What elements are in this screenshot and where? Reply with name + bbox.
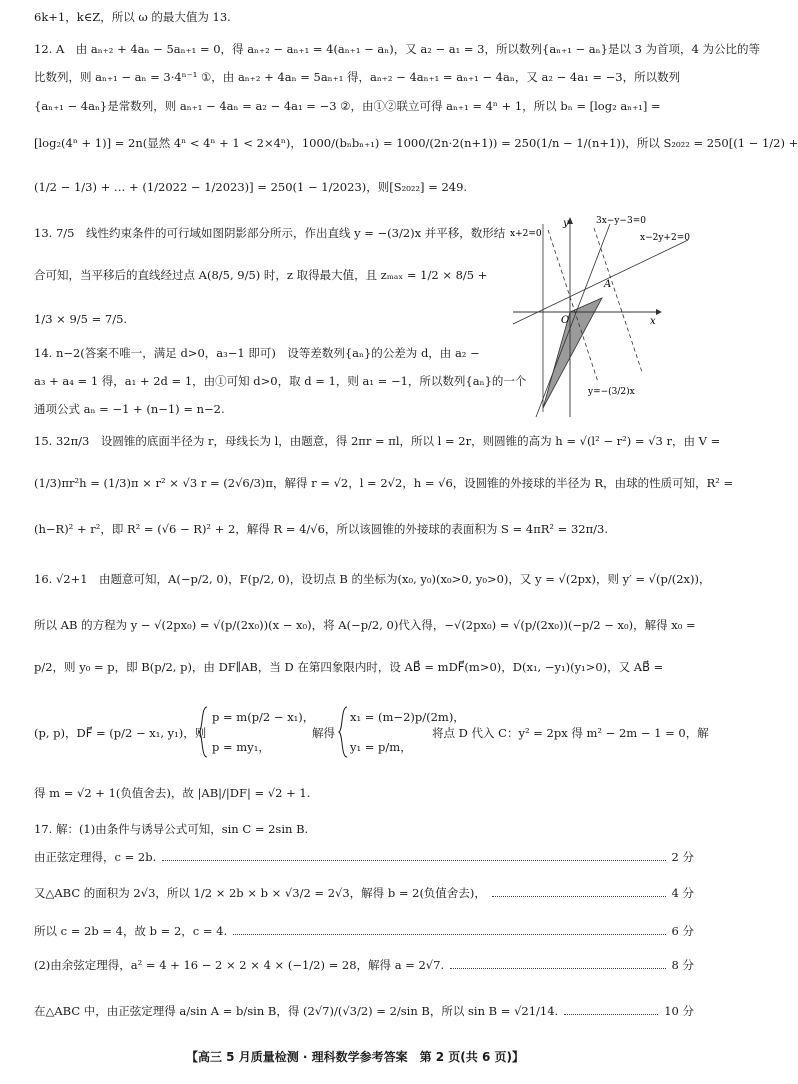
q17-step-5 [34,1004,694,1018]
x-axis-arrow [656,309,662,315]
graph-label-point-a: A [604,279,612,290]
q12-line-2: 比数列，则 aₙ₊₁ − aₙ = 3·4ⁿ⁻¹ ①，由 aₙ₊₂ + 4aₙ = 5aₙ₊₁ 得，aₙ₊₂ − 4aₙ₊₁ = aₙ₊₁ − 4aₙ，又 a₂ − 4a₁ = −3，所以数列 [34,70,681,84]
system-brace-left [198,706,208,758]
q17-line-1: 17. 解：(1)由条件与诱导公式可知，sin C = 2sin B. [34,822,309,836]
graph-label-line4: y=−(3/2)x [588,387,635,397]
q17-step-1 [34,850,694,864]
line-q11-end: 6k+1，k∈Z，所以 ω 的最大值为 13. [34,10,231,24]
q16-line-4-start: (p, p)，DF⃗ = (p/2 − x₁, y₁)，则 [34,726,207,740]
q16-system2-eq2: y₁ = p/m， [350,740,412,754]
leader-dots [233,934,665,935]
q16-system1-eq1: p = m(p/2 − x₁)， [212,710,315,724]
graph-label-origin: O [561,315,570,326]
q17-step-3-text: 所以 c = 2b = 4，故 b = 2，c = 4. [34,924,228,938]
q12-line-3: {aₙ₊₁ − 4aₙ}是常数列，则 aₙ₊₁ − 4aₙ = a₂ − 4a₁ = −3 ②，由①②联立可得 aₙ₊₁ = 4ⁿ + 1，所以 bₙ = [log₂ aₙ₊₁] = [34,99,661,113]
q15-line-3: (h−R)² + r²，即 R² = (√6 − R)² + 2，解得 R = 4/√6，所以该圆锥的外接球的表面积为 S = 4πR² = 32π/3. [34,522,609,536]
q16-line-4-end: 将点 D 代入 C：y² = 2px 得 m² − 2m − 1 = 0，解 [432,726,709,740]
graph-label-line2: 3x−y−3=0 [596,216,646,226]
q17-step-5-score: 10 分 [664,1004,694,1018]
q16-line-1: 16. √2+1 由题意可知，A(−p/2, 0)，F(p/2, 0)，设切点 B 的坐标为(x₀, y₀)(x₀>0, y₀>0)，又 y = √(2px)，则 y′ = √(p/(2x))， [34,572,711,586]
graph-label-line1: x+2=0 [510,229,542,239]
q13-line-3: 1/3 × 9/5 = 7/5. [34,312,128,326]
page-footer: 【高三 5 月质量检测 · 理科数学参考答案 第 2 页(共 6 页)】 [185,1050,524,1064]
graph-label-line3: x−2y+2=0 [640,233,690,243]
q16-system1-eq2: p = my₁， [212,740,270,754]
q17-step-2 [34,886,694,900]
q12-line-5: (1/2 − 1/3) + … + (1/2022 − 1/2023)] = 250(1 − 1/2023)，则[S₂₀₂₂] = 249. [34,180,468,194]
q14-line-2: a₃ + a₄ = 1 得，a₁ + 2d = 1，由①可知 d>0，取 d = 1，则 a₁ = −1，所以数列{aₙ}的一个 [34,374,527,388]
q17-step-4 [34,958,694,972]
graph-label-x: x [650,316,656,327]
q14-line-3: 通项公式 aₙ = −1 + (n−1) = n−2. [34,402,225,416]
leader-dots [564,1014,658,1015]
q15-line-1: 15. 32π/3 设圆锥的底面半径为 r，母线长为 l，由题意，得 2πr = πl，所以 l = 2r，则圆锥的高为 h = √(l² − r²) = √3 r，由 V = [34,434,721,448]
leader-dots [492,896,666,897]
q17-step-1-score: 2 分 [671,850,694,864]
graph-label-y: y [563,218,569,229]
q16-line-5: 得 m = √2 + 1(负值舍去)，故 |AB|/|DF| = √2 + 1. [34,786,311,800]
q17-step-4-score: 8 分 [671,958,694,972]
leader-dots [162,860,665,861]
line-x-2y-2 [513,240,688,324]
q13-line-2: 合可知，当平移后的直线经过点 A(8/5, 9/5) 时，z 取得最大值，且 zₘₐₓ = 1/2 × 8/5 + [34,268,488,282]
q17-step-1-text: 由正弦定理得，c = 2b. [34,850,157,864]
leader-dots [450,968,665,969]
q17-step-2-score: 4 分 [671,886,694,900]
q17-step-3-score: 6 分 [671,924,694,938]
system-brace-right [338,706,348,758]
q17-step-3 [34,924,694,938]
q12-line-4: [log₂(4ⁿ + 1)] = 2n(显然 4ⁿ < 4ⁿ + 1 < 2×4ⁿ)，1000/(bₙbₙ₊₁) = 1000/(2n·2(n+1)) = 250(1/n − 1/(n+1))，所以 S₂₀₂₂ = 250[(1 − 1/2) + [34,136,798,150]
feasible-region-graph [508,212,698,417]
q16-line-3: p/2，则 y₀ = p，即 B(p/2, p)，由 DF∥AB，当 D 在第四象限内时，设 AB⃗ = mDF⃗(m>0)，D(x₁, −y₁)(y₁>0)，又 AB⃗ = [34,660,664,674]
q16-solve-label: 解得 [312,726,335,740]
q15-line-2: (1/3)πr²h = (1/3)π × r² × √3 r = (2√6/3)π，解得 r = √2，l = 2√2，h = √6，设圆锥的外接球的半径为 R，由球的性质可知，R² = [34,476,734,490]
q17-step-5-text: 在△ABC 中，由正弦定理得 a/sin A = b/sin B，得 (2√7)/(√3/2) = 2/sin B，所以 sin B = √21/14. [34,1004,559,1018]
q14-line-1: 14. n−2(答案不唯一，满足 d>0，a₃−1 即可) 设等差数列{aₙ}的公差为 d，由 a₂ − [34,346,480,360]
q17-step-4-text: (2)由余弦定理得，a² = 4 + 16 − 2 × 2 × 4 × (−1/2) = 28，解得 a = 2√7. [34,958,445,972]
q13-line-1: 13. 7/5 线性约束条件的可行域如图阴影部分所示，作出直线 y = −(3/2)x 并平移，数形结 [34,226,506,240]
q17-step-2-text: 又△ABC 的面积为 2√3，所以 1/2 × 2b × b × √3/2 = 2√3，解得 b = 2(负值舍去)， [34,886,486,900]
q16-system2-eq1: x₁ = (m−2)p/(2m)， [350,710,465,724]
q12-line-1: 12. A 由 aₙ₊₂ + 4aₙ − 5aₙ₊₁ = 0，得 aₙ₊₂ − aₙ₊₁ = 4(aₙ₊₁ − aₙ)，又 a₂ − a₁ = 3，所以数列{aₙ₊₁ − aₙ}是以 3 为首项，4 为公比的等 [34,42,761,56]
q16-line-2: 所以 AB 的方程为 y − √(2px₀) = √(p/(2x₀))(x − x₀)，将 A(−p/2, 0)代入得，−√(2px₀) = √(p/(2x₀))(−p/2 − x₀)，解得 x₀ = [34,618,696,632]
